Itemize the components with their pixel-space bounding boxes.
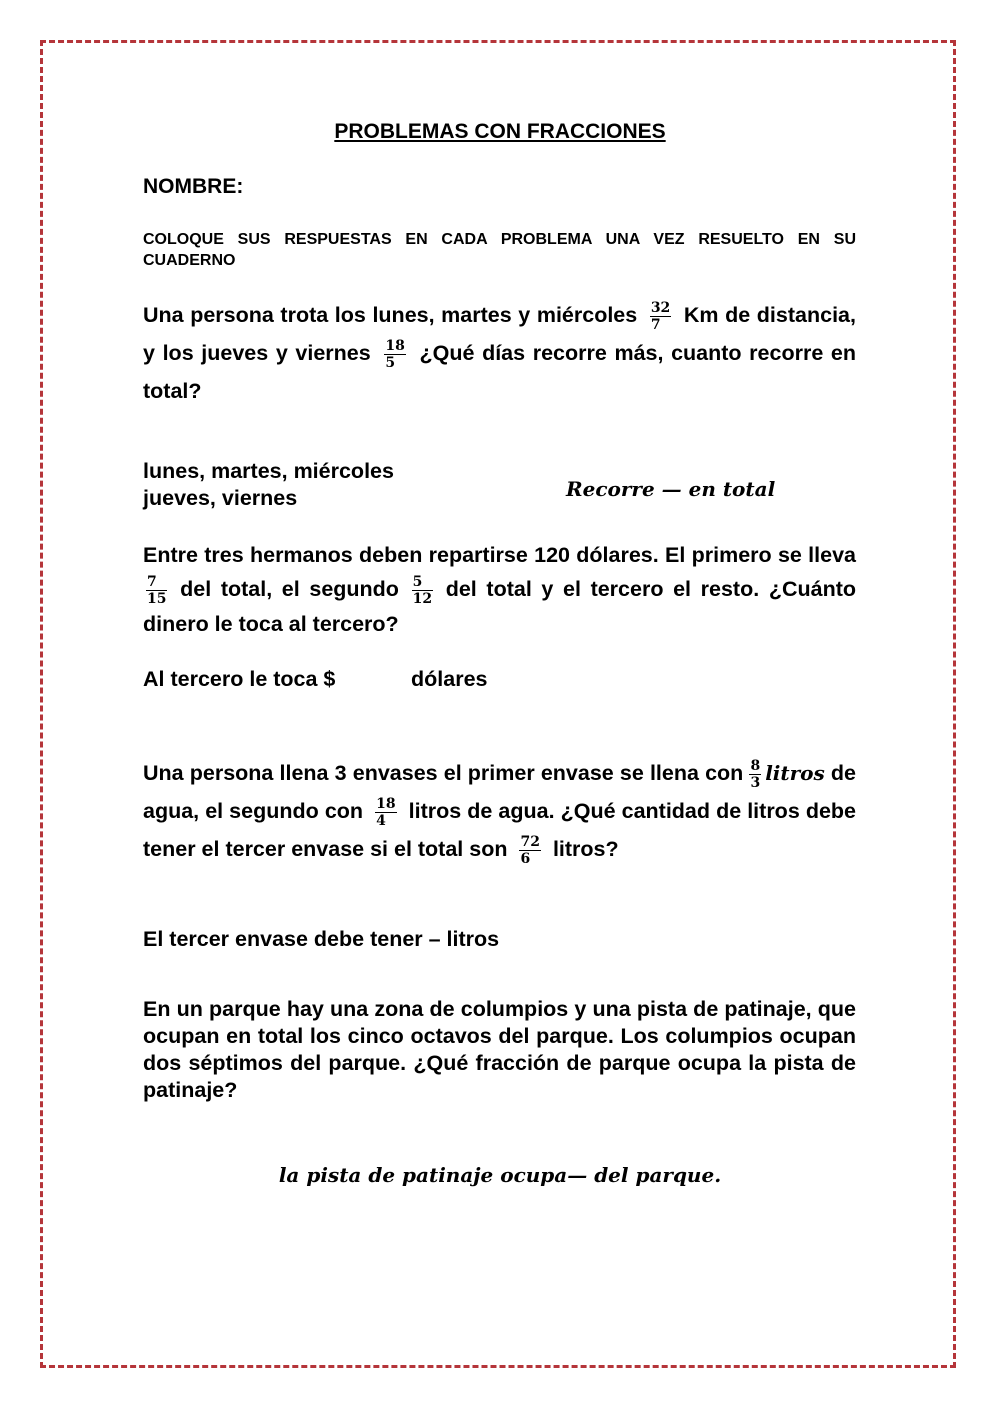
- problem-1-text: [143, 296, 856, 410]
- instructions: COLOQUE SUS RESPUESTAS EN CADA PROBLEMA UNA VEZ RESUELTO EN SU CUADERNO: [143, 231, 856, 269]
- fraction-32-7: [650, 300, 671, 333]
- fraction-denominator: 15: [147, 590, 167, 607]
- problem-3-part-3: litros de agua. ¿Qué cantidad de litros debe tener el tercer envase si el total son: [143, 799, 857, 861]
- problem-3-part-1: Una persona llena 3 envases el primer envase se llena con: [143, 761, 744, 785]
- problem-2-answer-label: Al tercero le toca $: [143, 667, 336, 691]
- problem-4-answer-formula: la pista de patinaje ocupa— del parque.: [278, 1163, 722, 1187]
- page-title: PROBLEMAS CON FRACCIONES: [334, 120, 666, 143]
- problem-2-part-3: del total y el tercero el resto. ¿Cuánto dinero le toca al tercero?: [143, 577, 857, 636]
- fraction-8-3: [749, 758, 761, 791]
- fraction-numerator: 7: [146, 574, 167, 591]
- problem-1-answer-line-2: jueves, viernes: [143, 486, 298, 510]
- fraction-18-5: [384, 338, 405, 371]
- fraction-72-6: [519, 834, 540, 867]
- problem-3-part-2: de agua, el segundo con: [143, 761, 856, 823]
- problem-1-part-2: Km de distancia, y los jueves y viernes: [143, 303, 856, 365]
- fraction-numerator: 72: [520, 833, 540, 850]
- fraction-numerator: 8: [750, 757, 761, 774]
- problem-1-answer-formula: Recorre — en total: [566, 477, 776, 501]
- fraction-numerator: 18: [385, 337, 405, 354]
- problem-3-part-4: litros?: [552, 837, 619, 861]
- fraction-18-4: [375, 796, 396, 829]
- fraction-denominator: 5: [385, 354, 396, 371]
- fraction-numerator: 5: [412, 574, 433, 591]
- fraction-denominator: 6: [520, 850, 531, 867]
- fraction-denominator: 3: [750, 774, 761, 791]
- fraction-numerator: 32: [650, 299, 671, 316]
- problem-1-part-1: Una persona trota los lunes, martes y miércoles: [143, 303, 638, 327]
- name-label: NOMBRE:: [143, 175, 244, 198]
- problem-3-liters: litros: [765, 761, 825, 785]
- problem-2-part-2: del total, el segundo: [180, 577, 399, 601]
- fraction-denominator: 12: [412, 590, 433, 607]
- problem-3-answer: El tercer envase debe tener – litros: [143, 927, 500, 951]
- problem-3-text: [143, 754, 856, 868]
- fraction-5-12: [412, 574, 433, 607]
- problem-1-part-3: ¿Qué días recorre más, cuanto recorre en total?: [143, 341, 857, 403]
- fraction-denominator: 7: [650, 316, 661, 333]
- problem-2-part-1: Entre tres hermanos deben repartirse 120 dólares. El primero se lleva: [143, 543, 856, 567]
- problem-4-text: En un parque hay una zona de columpios y una pista de patinaje, que ocupan en total los cinco octavos del parque. Los columpios ocupan dos séptimos del parque. ¿Qué fracción de parque ocupa la pista de patinaje?: [143, 997, 856, 1102]
- problem-1-answer-line-1: lunes, martes, miércoles: [143, 459, 394, 483]
- fraction-numerator: 18: [376, 795, 396, 812]
- problem-2-answer-unit: dólares: [411, 667, 488, 691]
- fraction-denominator: 4: [376, 812, 386, 829]
- problem-2-text: [143, 538, 856, 641]
- fraction-7-15: [146, 574, 167, 607]
